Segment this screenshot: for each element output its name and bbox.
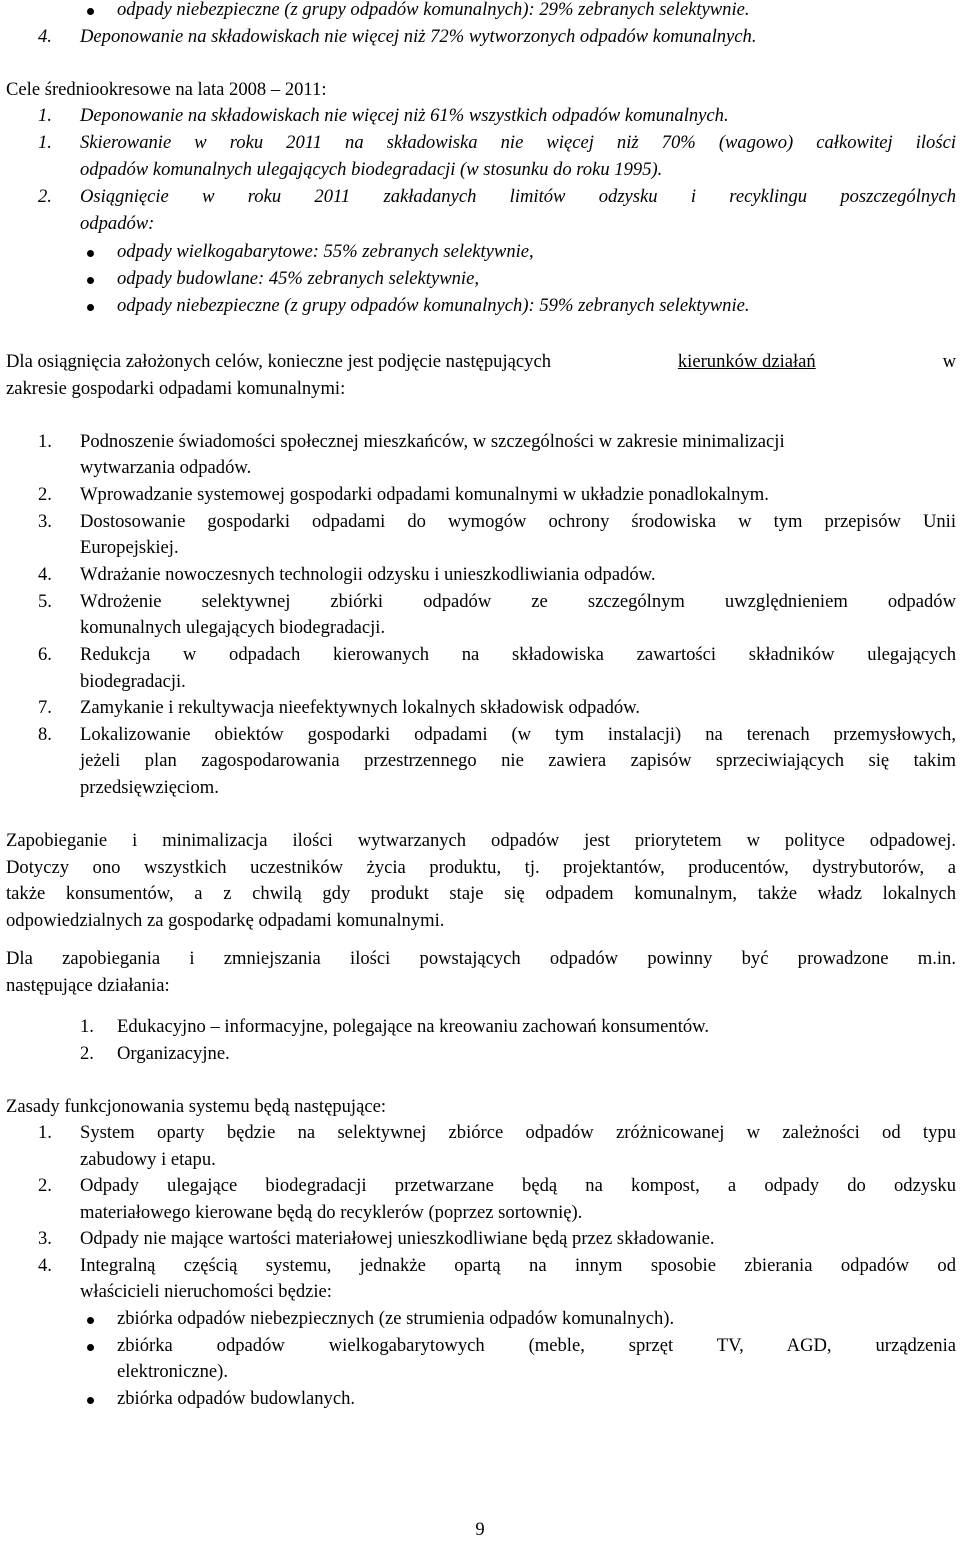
list-number: 6. [38,644,52,665]
paragraph-line: także konsumentów, a z chwilą gdy produkt staje się odpadem komunalnym, także władz lokalnych [6,883,956,904]
paragraph-text: w [942,351,956,372]
list-item-continuation: biodegradacji. [80,671,186,692]
paragraph-text: Dla osiągnięcia założonych celów, konieczne jest podjęcie następujących [6,351,552,372]
list-item-continuation: jeżeli plan zagospodarowania przestrzennego nie zawiera zapisów sprzeciwiających się takim [80,750,956,771]
bullet-item: zbiórka odpadów niebezpiecznych (ze strumienia odpadów komunalnych). [117,1308,675,1329]
list-number: 2. [38,484,52,505]
list-item: Podnoszenie świadomości społecznej mieszkańców, w szczególności w zakresie minimalizacji [80,431,785,452]
bullet-item: odpady budowlane: 45% zebranych selektywnie, [117,268,479,289]
list-item: Lokalizowanie obiektów gospodarki odpadami (w tym instalacji) na terenach przemysłowych, [80,724,956,745]
paragraph-line: zakresie gospodarki odpadami komunalnymi: [6,378,346,399]
list-number: 2. [38,186,52,207]
list-item-continuation: przedsięwzięciom. [80,777,219,798]
list-item: Redukcja w odpadach kierowanych na składowiska zawartości składników ulegających [80,644,956,665]
paragraph-line: Dla zapobiegania i zmniejszania ilości powstających odpadów powinny być prowadzone m.in. [6,948,956,969]
list-item: Odpady ulegające biodegradacji przetwarzane będą na kompost, a odpady do odzysku [80,1175,956,1196]
bullet-marker [84,2,98,16]
list-item-continuation: wytwarzania odpadów. [80,457,252,478]
underlined-phrase: kierunków działań [677,351,816,372]
list-number: 3. [38,1228,52,1249]
bullet-item: odpady niebezpieczne (z grupy odpadów komunalnych): 29% zebranych selektywnie. [117,0,750,20]
paragraph-line: Dotyczy ono wszystkich uczestników życia produktu, tj. projektantów, producentów, dystrybutorów, a [6,857,956,878]
bullet-marker [84,298,98,312]
list-item-continuation: Europejskiej. [80,537,179,558]
list-item: Dostosowanie gospodarki odpadami do wymogów ochrony środowiska w tym przepisów Unii [80,511,956,532]
list-number: 3. [38,511,52,532]
bullet-item-continuation: elektroniczne). [117,1361,228,1382]
list-number: 8. [38,724,52,745]
list-item-continuation: odpadów komunalnych ulegających biodegradacji (w stosunku do roku 1995). [80,159,663,180]
list-number: 2. [38,1175,52,1196]
bullet-marker [84,1338,98,1352]
section-heading: Cele średniookresowe na lata 2008 – 2011: [6,79,327,100]
list-number: 4. [38,26,52,47]
section-heading: Zasady funkcjonowania systemu będą następujące: [6,1096,387,1117]
list-item: System oparty będzie na selektywnej zbiórce odpadów zróżnicowanej w zależności od typu [80,1122,956,1143]
page-number: 9 [475,1519,485,1540]
list-item: Wdrażanie nowoczesnych technologii odzysku i unieszkodliwiania odpadów. [80,564,656,585]
list-item: Organizacyjne. [117,1043,230,1064]
list-number: 1. [38,1122,52,1143]
list-item-continuation: odpadów: [80,213,155,234]
list-item: Deponowanie na składowiskach nie więcej niż 61% wszystkich odpadów komunalnych. [80,105,729,126]
list-item: Edukacyjno – informacyjne, polegające na kreowaniu zachowań konsumentów. [117,1016,710,1037]
list-item: Zamykanie i rekultywacja nieefektywnych lokalnych składowisk odpadów. [80,697,641,718]
list-item: Integralną częścią systemu, jednakże opartą na innym sposobie zbierania odpadów od [80,1255,956,1276]
list-number: 4. [38,564,52,585]
list-number: 5. [38,591,52,612]
bullet-item: odpady wielkogabarytowe: 55% zebranych selektywnie, [117,241,534,262]
bullet-marker [84,271,98,285]
list-item: Odpady nie mające wartości materiałowej unieszkodliwiane będą przez składowanie. [80,1228,715,1249]
list-number: 2. [80,1043,94,1064]
bullet-item: zbiórka odpadów budowlanych. [117,1388,356,1409]
list-number: 1. [38,132,52,153]
paragraph-line: Zapobieganie i minimalizacja ilości wytwarzanych odpadów jest priorytetem w polityce odpadowej. [6,830,956,851]
list-item: Osiągnięcie w roku 2011 zakładanych limitów odzysku i recyklingu poszczególnych [80,186,956,207]
list-number: 7. [38,697,52,718]
paragraph-line [6,349,956,376]
list-number: 4. [38,1255,52,1276]
bullet-item: odpady niebezpieczne (z grupy odpadów komunalnych): 59% zebranych selektywnie. [117,295,750,316]
list-item-continuation: właścicieli nieruchomości będzie: [80,1281,332,1302]
list-item: Skierowanie w roku 2011 na składowiska nie więcej niż 70% (wagowo) całkowitej ilości [80,132,956,153]
list-item-continuation: zabudowy i etapu. [80,1149,216,1170]
paragraph-line: odpowiedzialnych za gospodarkę odpadami komunalnymi. [6,910,445,931]
paragraph-line: następujące działania: [6,975,170,996]
list-item: Deponowanie na składowiskach nie więcej niż 72% wytworzonych odpadów komunalnych. [80,26,757,47]
list-number: 1. [38,105,52,126]
list-item-continuation: materiałowego kierowane będą do recyklerów (poprzez sortownię). [80,1202,583,1223]
list-number: 1. [38,431,52,452]
bullet-marker [84,1311,98,1325]
list-item: Wprowadzanie systemowej gospodarki odpadami komunalnymi w układzie ponadlokalnym. [80,484,769,505]
list-item: Wdrożenie selektywnej zbiórki odpadów ze szczególnym uwzględnieniem odpadów [80,591,956,612]
list-item-continuation: komunalnych ulegających biodegradacji. [80,617,386,638]
list-number: 1. [80,1016,94,1037]
bullet-item: zbiórka odpadów wielkogabarytowych (meble, sprzęt TV, AGD, urządzenia [117,1335,956,1356]
bullet-marker [84,244,98,258]
bullet-marker [84,1391,98,1405]
